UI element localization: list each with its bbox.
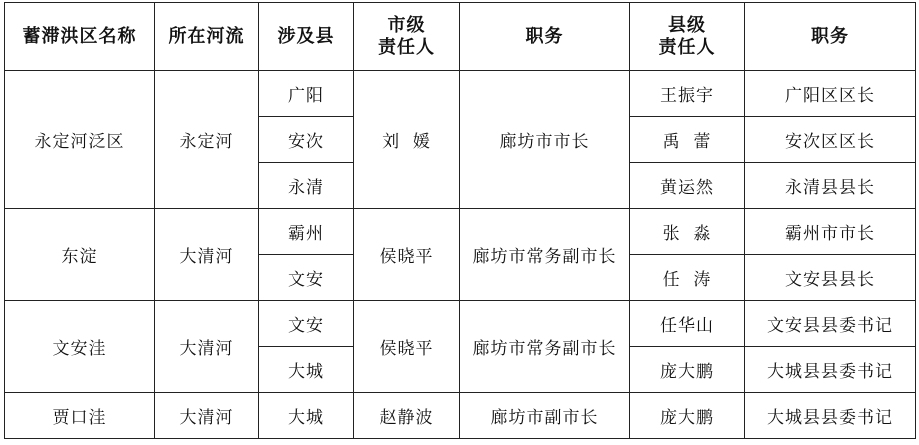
city-leader-cell: 刘 媛 xyxy=(354,71,460,209)
area-name-cell: 永定河泛区 xyxy=(5,71,155,209)
table-row xyxy=(5,393,916,439)
county-leader-cell: 王振宇 xyxy=(630,71,745,117)
header-city-leader xyxy=(354,3,460,71)
county-cell: 文安 xyxy=(259,301,354,347)
county-leader-cell: 庞大鹏 xyxy=(630,347,745,393)
river-cell: 大清河 xyxy=(155,393,259,439)
county-cell: 大城 xyxy=(259,347,354,393)
table-row xyxy=(5,209,916,255)
county-post-cell: 广阳区区长 xyxy=(745,71,916,117)
river-cell: 大清河 xyxy=(155,301,259,393)
county-leader-cell: 张 淼 xyxy=(630,209,745,255)
city-leader-cell: 侯晓平 xyxy=(354,301,460,393)
county-leader-cell: 任 涛 xyxy=(630,255,745,301)
county-cell: 广阳 xyxy=(259,71,354,117)
river-cell: 大清河 xyxy=(155,209,259,301)
header-city-post: 职务 xyxy=(460,3,630,71)
county-leader-cell: 黄运然 xyxy=(630,163,745,209)
header-county-leader-line1: 县级 xyxy=(668,14,706,36)
responsibility-table xyxy=(4,2,916,439)
county-cell: 大城 xyxy=(259,393,354,439)
header-city-leader-line2: 责任人 xyxy=(378,36,435,58)
header-county-leader xyxy=(630,3,745,71)
county-leader-cell: 禹 蕾 xyxy=(630,117,745,163)
header-area-name: 蓄滞洪区名称 xyxy=(5,3,155,71)
county-post-cell: 永清县县长 xyxy=(745,163,916,209)
header-county: 涉及县 xyxy=(259,3,354,71)
county-cell: 霸州 xyxy=(259,209,354,255)
county-post-cell: 大城县县委书记 xyxy=(745,347,916,393)
header-county-post: 职务 xyxy=(745,3,916,71)
header-county-leader-line2: 责任人 xyxy=(658,36,716,58)
city-leader-cell: 侯晓平 xyxy=(354,209,460,301)
county-cell: 永清 xyxy=(259,163,354,209)
county-post-cell: 安次区区长 xyxy=(745,117,916,163)
county-post-cell: 文安县县委书记 xyxy=(745,301,916,347)
city-post-cell: 廊坊市常务副市长 xyxy=(460,209,630,301)
county-post-cell: 大城县县委书记 xyxy=(745,393,916,439)
county-cell: 文安 xyxy=(259,255,354,301)
header-row xyxy=(5,3,916,71)
header-river: 所在河流 xyxy=(155,3,259,71)
area-name-cell: 贾口洼 xyxy=(5,393,155,439)
county-post-cell: 文安县县长 xyxy=(745,255,916,301)
area-name-cell: 文安洼 xyxy=(5,301,155,393)
header-city-leader-line1: 市级 xyxy=(387,14,426,36)
city-post-cell: 廊坊市常务副市长 xyxy=(460,301,630,393)
county-leader-cell: 任华山 xyxy=(630,301,745,347)
river-cell: 永定河 xyxy=(155,71,259,209)
city-leader-cell: 赵静波 xyxy=(354,393,460,439)
county-post-cell: 霸州市市长 xyxy=(745,209,916,255)
county-leader-cell: 庞大鹏 xyxy=(630,393,745,439)
table-row xyxy=(5,71,916,117)
area-name-cell: 东淀 xyxy=(5,209,155,301)
table-row xyxy=(5,301,916,347)
city-post-cell: 廊坊市副市长 xyxy=(460,393,630,439)
county-cell: 安次 xyxy=(259,117,354,163)
city-post-cell: 廊坊市市长 xyxy=(460,71,630,209)
